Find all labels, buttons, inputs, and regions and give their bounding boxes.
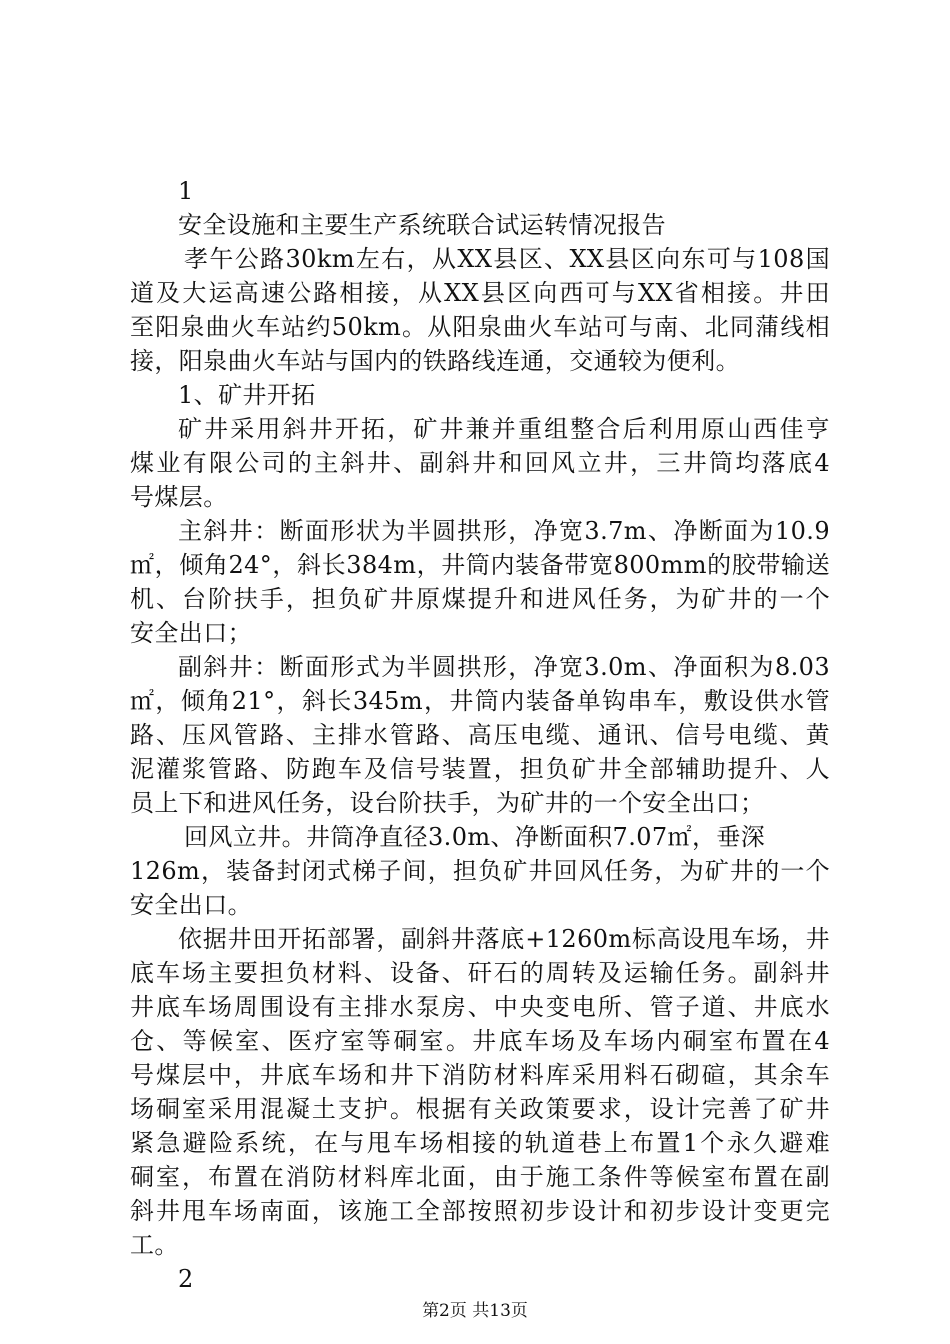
paragraph-line: 泥灌浆管路、防跑车及信号装置，担负矿井全部辅助提升、人 <box>130 755 830 783</box>
document-title: 安全设施和主要生产系统联合试运转情况报告 <box>178 211 666 239</box>
paragraph-line: 接，阳泉曲火车站与国内的铁路线连通，交通较为便利。 <box>130 347 740 375</box>
paragraph-line: 斜井甩车场南面，该施工全部按照初步设计和初步设计变更完 <box>130 1197 830 1225</box>
paragraph-line: 仓、等候室、医疗室等硐室。井底车场及车场内硐室布置在4 <box>130 1027 830 1055</box>
paragraph-line: 矿井采用斜井开拓，矿井兼并重组整合后利用原山西佳亨 <box>178 415 830 443</box>
page-marker-bottom: 2 <box>178 1265 194 1293</box>
paragraph-line: 底车场主要担负材料、设备、矸石的周转及运输任务。副斜井 <box>130 959 830 987</box>
paragraph-line: 员上下和进风任务，设台阶扶手，为矿井的一个安全出口； <box>130 789 765 817</box>
paragraph-line: 工。 <box>130 1231 179 1259</box>
paragraph-line: 安全出口； <box>130 619 252 647</box>
paragraph-line: 至阳泉曲火车站约50km。从阳泉曲火车站可与南、北同蒲线相 <box>130 313 830 341</box>
paragraph-line: ㎡，倾角24°，斜长384m，井筒内装备带宽800mm的胶带输送 <box>130 551 830 579</box>
paragraph-line: 煤业有限公司的主斜井、副斜井和回风立井，三井筒均落底4 <box>130 449 830 477</box>
paragraph-line: 紧急避险系统，在与甩车场相接的轨道巷上布置1个永久避难 <box>130 1129 830 1157</box>
paragraph-line: 场硐室采用混凝土支护。根据有关政策要求，设计完善了矿井 <box>130 1095 830 1123</box>
page-footer: 第2页 共13页 <box>422 1301 528 1321</box>
paragraph-line: 路、压风管路、主排水管路、高压电缆、通讯、信号电缆、黄 <box>130 721 830 749</box>
paragraph-line: 126m，装备封闭式梯子间，担负矿井回风任务，为矿井的一个 <box>130 857 830 885</box>
paragraph-line: 道及大运高速公路相接，从XX县区向西可与XX省相接。井田 <box>130 279 830 307</box>
paragraph-line: 主斜井：断面形状为半圆拱形，净宽3.7m、净断面为10.9 <box>178 517 830 545</box>
paragraph-line: 安全出口。 <box>130 891 252 919</box>
paragraph-line: 硐室，布置在消防材料库北面，由于施工条件等候室布置在副 <box>130 1163 830 1191</box>
paragraph-line: 号煤层。 <box>130 483 228 511</box>
section-heading: 1、矿井开拓 <box>178 381 316 409</box>
paragraph-line: 井底车场周围设有主排水泵房、中央变电所、管子道、井底水 <box>130 993 830 1021</box>
paragraph-line: ㎡，倾角21°，斜长345m，井筒内装备单钩串车，敷设供水管 <box>130 687 830 715</box>
paragraph-line: 号煤层中，井底车场和井下消防材料库采用料石砌碹，其余车 <box>130 1061 830 1089</box>
paragraph-line: 回风立井。井筒净直径3.0m、净断面积7.07㎡，垂深 <box>184 823 766 851</box>
paragraph-line: 机、台阶扶手，担负矿井原煤提升和进风任务，为矿井的一个 <box>130 585 830 613</box>
paragraph-line: 依据井田开拓部署，副斜井落底+1260m标高设甩车场，井 <box>178 925 830 953</box>
paragraph-line: 副斜井：断面形式为半圆拱形，净宽3.0m、净面积为8.03 <box>178 653 830 681</box>
page-marker-top: 1 <box>178 177 194 205</box>
paragraph-line: 孝午公路30km左右，从XX县区、XX县区向东可与108国 <box>184 245 830 273</box>
